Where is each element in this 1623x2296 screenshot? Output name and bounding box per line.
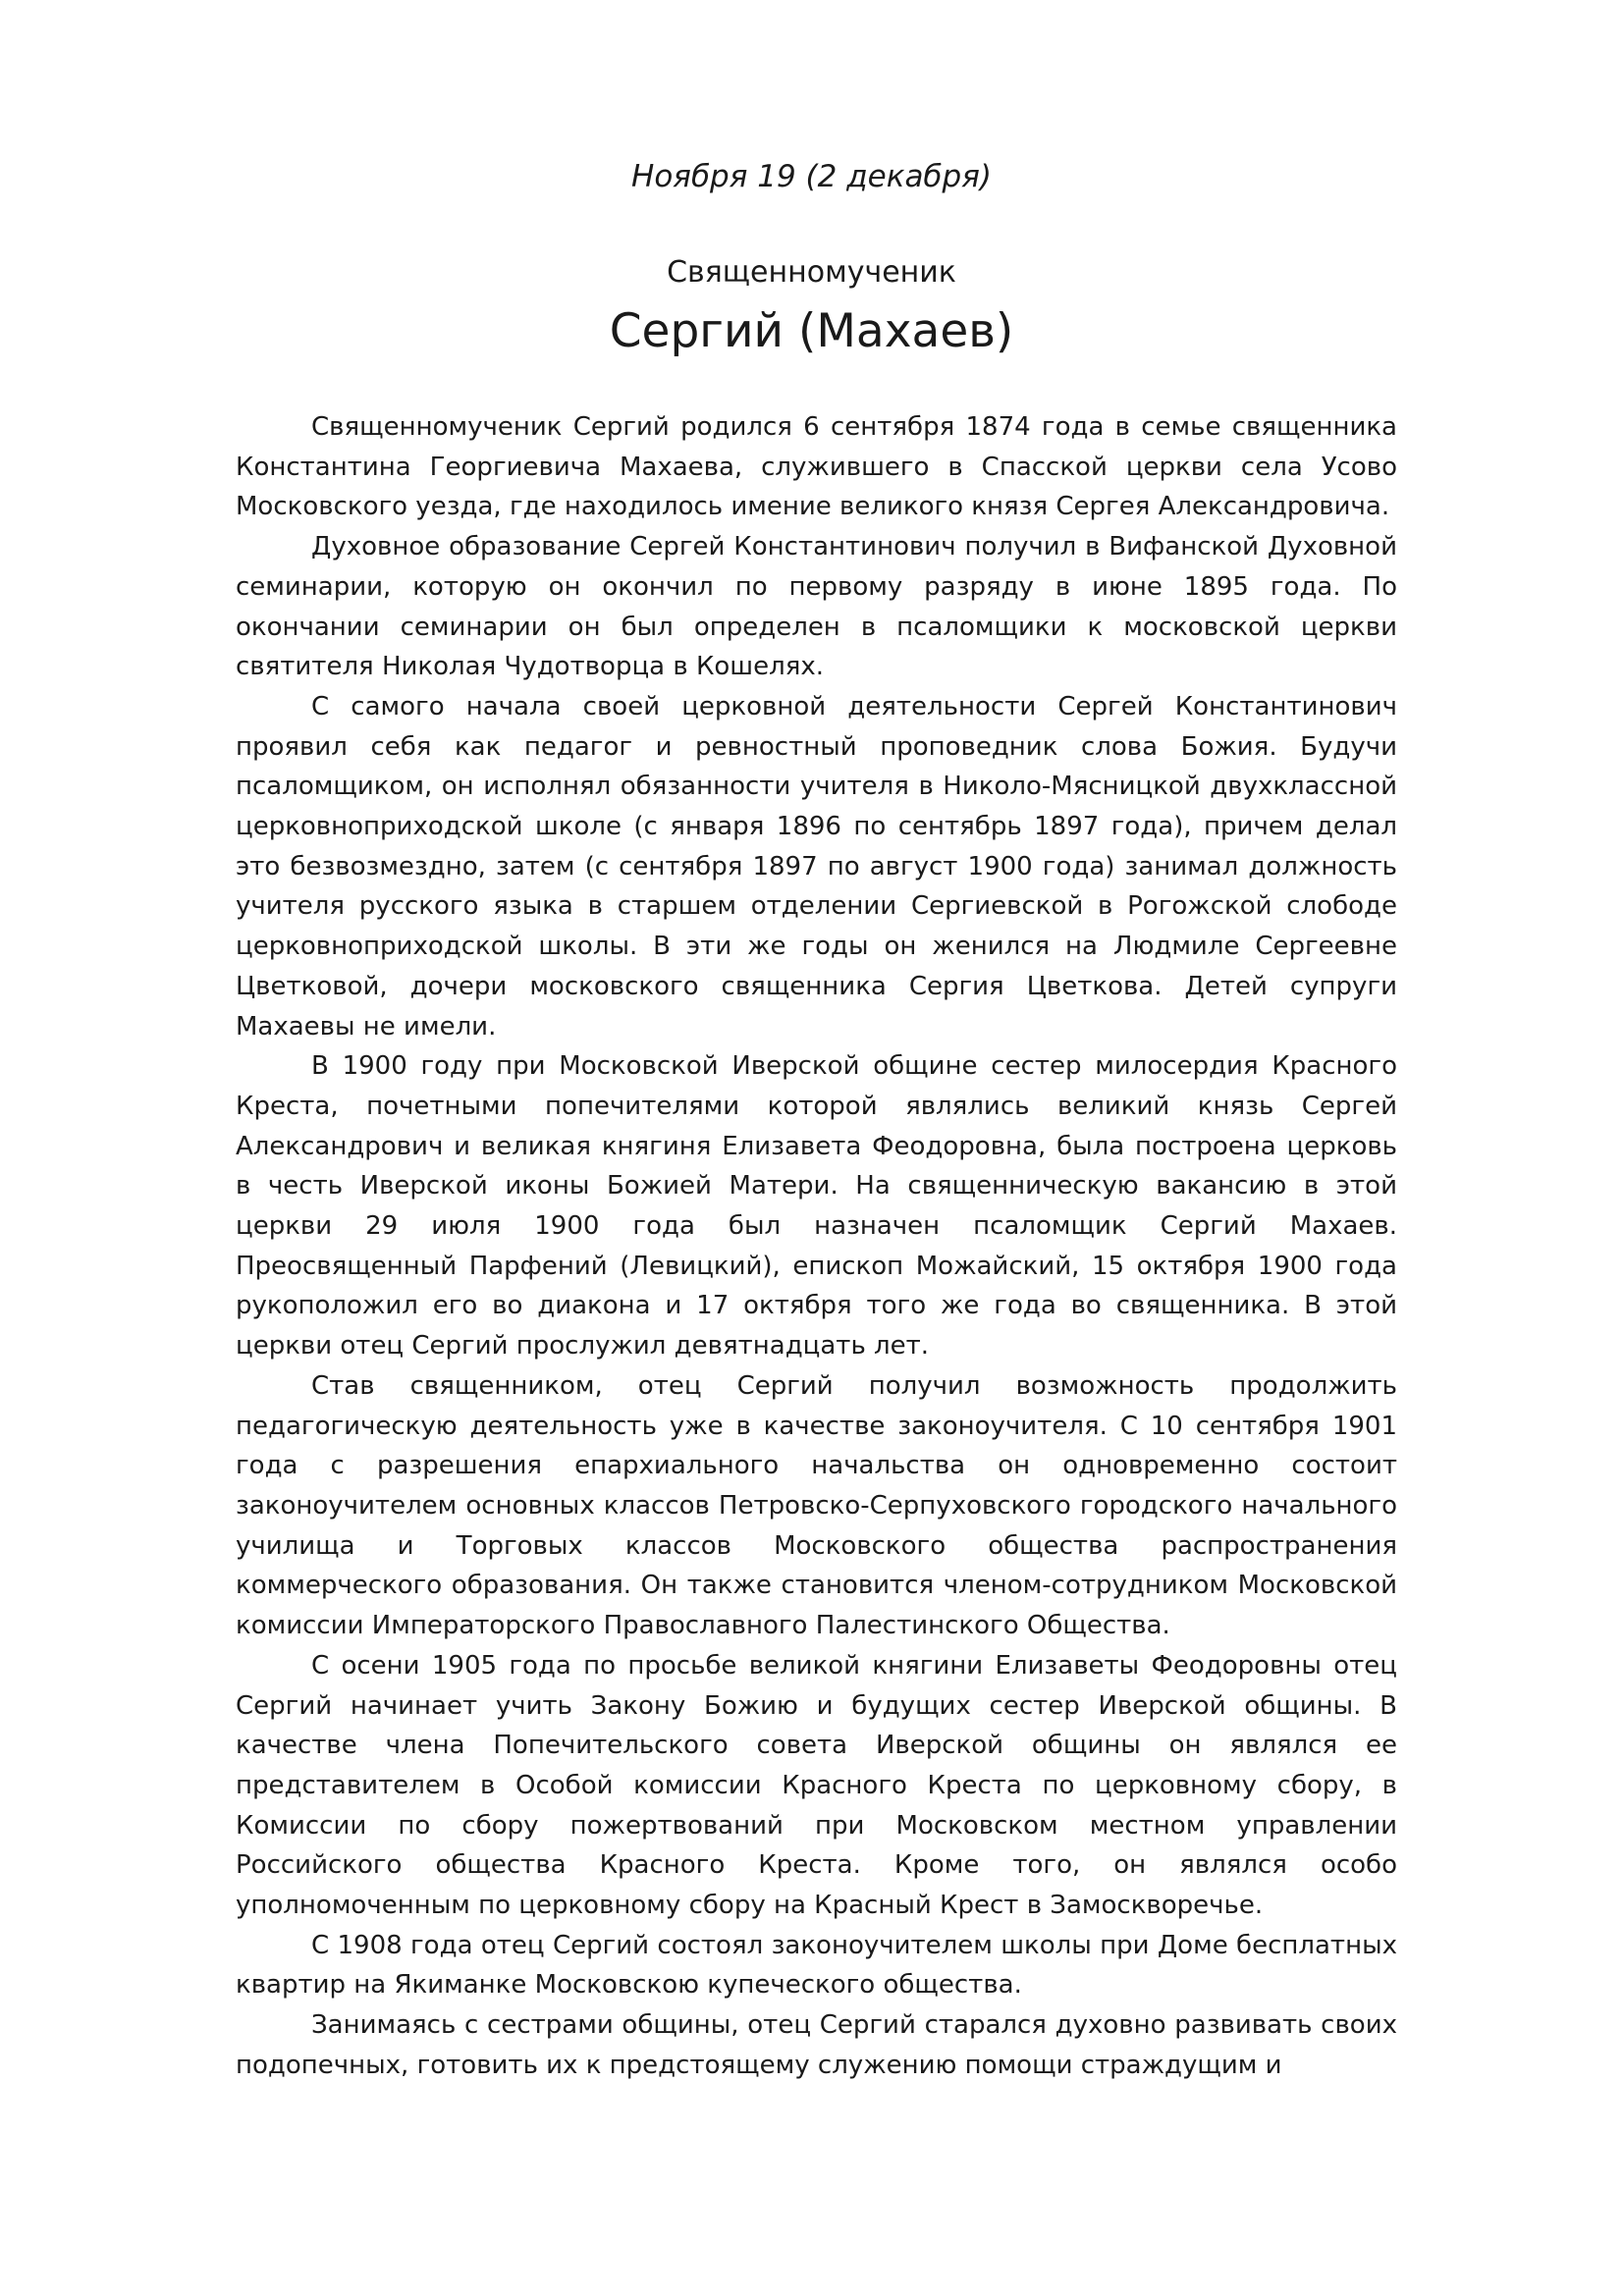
feast-date: Ноября 19 (2 декабря): [631, 159, 992, 194]
saint-name: Сергий (Махаев): [609, 304, 1014, 358]
paragraph: Занимаясь с сестрами общины, отец Сергий старался духовно развивать своих подопечных, готовить их к предстоящему служению помощи страждущим и: [236, 2010, 1397, 2080]
paragraph: С самого начала своей церковной деятельности Сергей Константинович проявил себя как педагог и ревностный проповедник слова Божия. Будучи псаломщиком, он исполнял обязанности учителя в Николо-Мясницкой двухклассной церковноприходской школе (с января 1896 по сентябрь 1897 года), причем делал это безвозмездно, затем (с сентября 1897 по август 1900 года) занимал должность учителя русского языка в старшем отделении Сергиевской в Рогожской слободе церковноприходской школы. В эти же годы он женился на Людмиле Сергеевне Цветковой, дочери московского священника Сергия Цветкова. Детей супруги Махаевы не имели.: [236, 691, 1397, 1041]
paragraph: Став священником, отец Сергий получил возможность продолжить педагогическую деятельность уже в качестве законоучителя. С 10 сентября 1901 года с разрешения епархиального начальства он одновременно состоит законоучителем основных классов Петровско-Серпуховского городского начального училища и Торговых классов Московского общества распространения коммерческого образования. Он также становится членом-сотрудником Московской комиссии Императорского Православного Палестинского Общества.: [236, 1370, 1397, 1641]
paragraph: Священномученик Сергий родился 6 сентября 1874 года в семье священника Константина Георгиевича Махаева, служившего в Спасской церкви села Усово Московского уезда, где находилось имение великого князя Сергея Александровича.: [236, 412, 1397, 522]
paragraph: В 1900 году при Московской Иверской общине сестер милосердия Красного Креста, почетными попечителями которой являлись великий князь Сергей Александрович и великая княгиня Елизавета Феодоровна, была построена церковь в честь Иверской иконы Божией Матери. На священническую вакансию в этой церкви 29 июля 1900 года был назначен псаломщик Сергий Махаев. Преосвященный Парфений (Левицкий), епископ Можайский, 15 октября 1900 года рукоположил его во диакона и 17 октября того же года во священника. В этой церкви отец Сергий прослужил девятнадцать лет.: [236, 1051, 1397, 1362]
paragraph: С осени 1905 года по просьбе великой княгини Елизаветы Феодоровны отец Сергий начинает учить Закону Божию и будущих сестер Иверской общины. В качестве члена Попечительского совета Иверской общины он являлся ее представителем в Особой комиссии Красного Креста по церковному сбору, в Комиссии по сбору пожертвований при Московском местном управлении Российского общества Красного Креста. Кроме того, он являлся особо уполномоченным по церковному сбору на Красный Крест в Замоскворечье.: [236, 1650, 1397, 1921]
paragraph: Духовное образование Сергей Константинович получил в Вифанской Духовной семинарии, которую он окончил по первому разряду в июне 1895 года. По окончании семинарии он был определен в псаломщики к московской церкви святителя Николая Чудотворца в Кошелях.: [236, 532, 1397, 682]
paragraph: С 1908 года отец Сергий состоял законоучителем школы при Доме бесплатных квартир на Якиманке Московскою купеческого общества.: [236, 1930, 1397, 2001]
biography-text: [236, 407, 1397, 2086]
saint-rank: Священномученик: [667, 255, 956, 290]
